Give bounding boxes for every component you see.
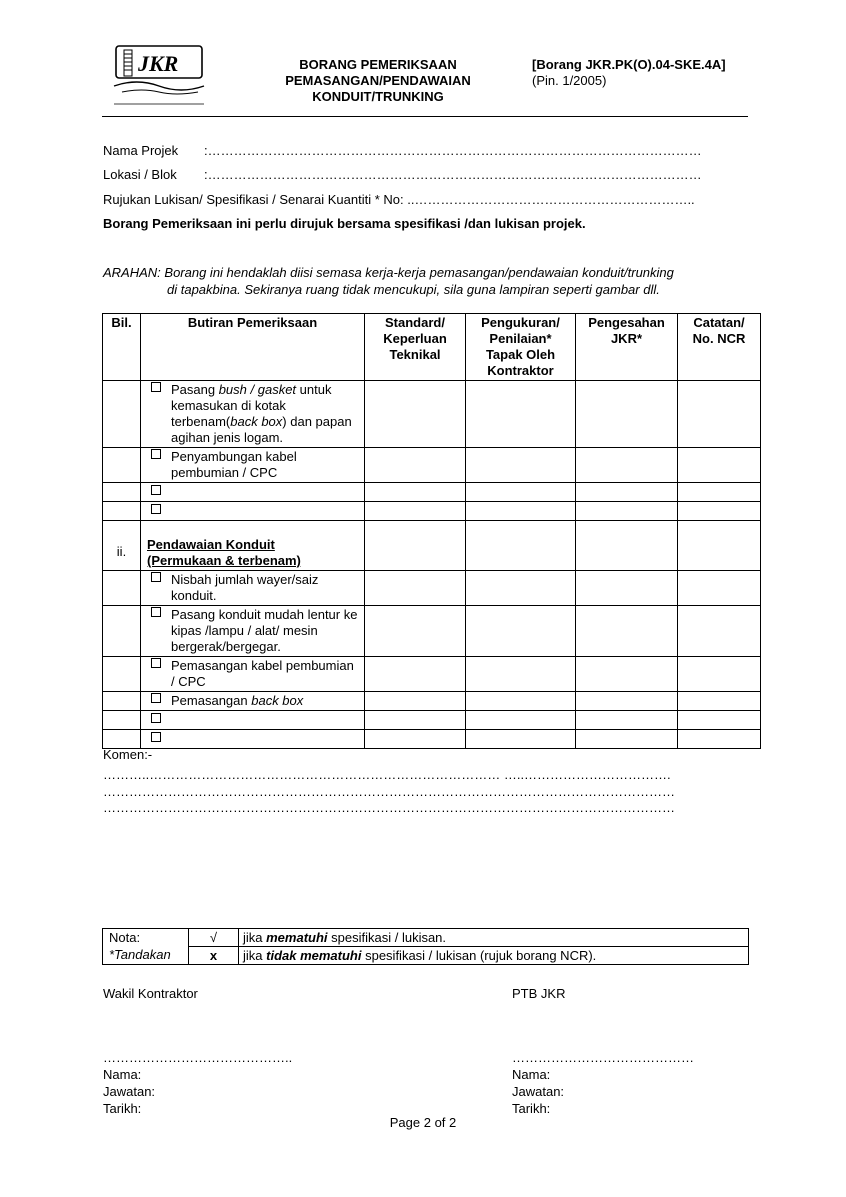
form-code: [Borang JKR.PK(O).04-SKE.4A] [532, 57, 726, 72]
jkr-logo [112, 44, 206, 108]
checkbox[interactable] [151, 504, 161, 514]
title-line-3: KONDUIT/TRUNKING [312, 89, 444, 104]
form-title [260, 57, 496, 105]
svg-text:JKR: JKR [138, 51, 179, 76]
nama-label: Nama: [512, 1067, 551, 1082]
col-bil: Bil. [103, 314, 141, 381]
col-catatan: Catatan/ No. NCR [678, 314, 761, 381]
checkbox[interactable] [151, 693, 161, 703]
item-text: Pasang konduit mudah lentur ke kipas /lampu / alat/ mesin bergerak/bergegar. [171, 607, 358, 654]
instructions [103, 264, 674, 298]
form-code-block [532, 57, 726, 89]
checkbox[interactable] [151, 572, 161, 582]
jawatan-label: Jawatan: [512, 1084, 565, 1099]
cross-mark: x [189, 947, 239, 965]
field-label: Lokasi / Blok [103, 167, 177, 182]
page-number: Page 2 of 2 [389, 1115, 457, 1130]
section-number: ii. [103, 521, 141, 571]
jawatan-label: Jawatan: [103, 1084, 156, 1099]
table-row [103, 502, 761, 521]
checkbox[interactable] [151, 485, 161, 495]
item-text: Pemasangan kabel pembumian / CPC [171, 658, 354, 689]
checkbox[interactable] [151, 732, 161, 742]
instructions-line-2: di tapakbina. Sekiranya ruang tidak mencukupi, sila guna lampiran seperti gambar dll. [167, 282, 660, 297]
signature-line[interactable]: …………………………………… [512, 1050, 694, 1065]
nota-label: Nota: [103, 929, 189, 947]
checkbox[interactable] [151, 658, 161, 668]
nota-text: jika mematuhi spesifikasi / lukisan. [239, 929, 749, 947]
table-row [103, 657, 761, 692]
field-lokasi-blok[interactable] [103, 167, 702, 182]
nota-table [102, 928, 749, 965]
col-butiran: Butiran Pemeriksaan [141, 314, 365, 381]
instructions-line-1: ARAHAN: Borang ini hendaklah diisi semasa kerja-kerja pemasangan/pendawaian konduit/trunking [103, 265, 674, 280]
section-title: Pendawaian Konduit (Permukaan & terbenam) [141, 521, 365, 571]
item-text: Penyambungan kabel pembumian / CPC [171, 449, 297, 480]
title-line-2: PEMASANGAN/PENDAWAIAN [285, 73, 471, 88]
signature-contractor-title: Wakil Kontraktor [103, 986, 198, 1001]
table-row [103, 692, 761, 711]
item-text: Pasang bush / gasket untuk kemasukan di kotak terbenam(back box) dan papan agihan jenis logam. [171, 382, 352, 445]
field-label: Nama Projek [103, 143, 179, 158]
komen-line[interactable]: …………………………………………………………………………………………………………………… [103, 800, 675, 815]
table-row [103, 571, 761, 606]
table-row [103, 711, 761, 730]
signature-jkr-title: PTB JKR [512, 986, 566, 1001]
nota-row [103, 929, 749, 947]
signature-line[interactable]: …………………………………….. [103, 1050, 293, 1065]
komen-line[interactable]: ………..……………………………………………………………………… …..……………………………. [103, 767, 671, 782]
title-line-1: BORANG PEMERIKSAAN [299, 57, 457, 72]
tarikh-label: Tarikh: [103, 1101, 142, 1116]
col-pengesahan: Pengesahan JKR* [576, 314, 678, 381]
tick-mark: √ [189, 929, 239, 947]
field-dots: ..……………………………………………………….. [407, 192, 695, 207]
field-label: Rujukan Lukisan/ Spesifikasi / Senarai Kuantiti * No: [103, 192, 408, 207]
table-row [103, 606, 761, 657]
nota-sublabel: *Tandakan [103, 947, 189, 965]
jkr-logo-graphic [112, 44, 206, 108]
header-divider [102, 116, 748, 117]
nota-row [103, 947, 749, 965]
item-text: Nisbah jumlah wayer/saiz konduit. [171, 572, 319, 603]
checkbox[interactable] [151, 713, 161, 723]
form-revision: (Pin. 1/2005) [532, 73, 607, 88]
signature-contractor-block [103, 1049, 292, 1117]
table-header-row [103, 314, 761, 381]
checkbox[interactable] [151, 382, 161, 392]
reference-note: Borang Pemeriksaan ini perlu dirujuk bersama spesifikasi /dan lukisan projek. [103, 216, 586, 231]
table-row [103, 730, 761, 749]
nota-text: jika tidak mematuhi spesifikasi / lukisan (rujuk borang NCR). [239, 947, 749, 965]
col-standard: Standard/ Keperluan Teknikal [365, 314, 466, 381]
komen-label: Komen:- [103, 747, 153, 762]
table-section-row [103, 521, 761, 571]
tarikh-label: Tarikh: [512, 1101, 551, 1116]
signature-jkr-block [512, 1049, 694, 1117]
table-row [103, 483, 761, 502]
field-dots: :…………………………………………………………………………………………………… [204, 143, 702, 158]
col-pengukuran: Pengukuran/ Penilaian* Tapak Oleh Kontraktor [466, 314, 576, 381]
checkbox[interactable] [151, 449, 161, 459]
item-text: Pemasangan back box [171, 693, 304, 708]
nama-label: Nama: [103, 1067, 142, 1082]
field-dots: :…………………………………………………………………………………………………… [204, 167, 702, 182]
komen-line[interactable]: …………………………………………………………………………………………………………………… [103, 784, 675, 799]
field-nama-projek[interactable] [103, 143, 702, 158]
field-rujukan[interactable] [103, 192, 695, 207]
checkbox[interactable] [151, 607, 161, 617]
table-row [103, 448, 761, 483]
table-row [103, 381, 761, 448]
inspection-table [102, 313, 761, 749]
